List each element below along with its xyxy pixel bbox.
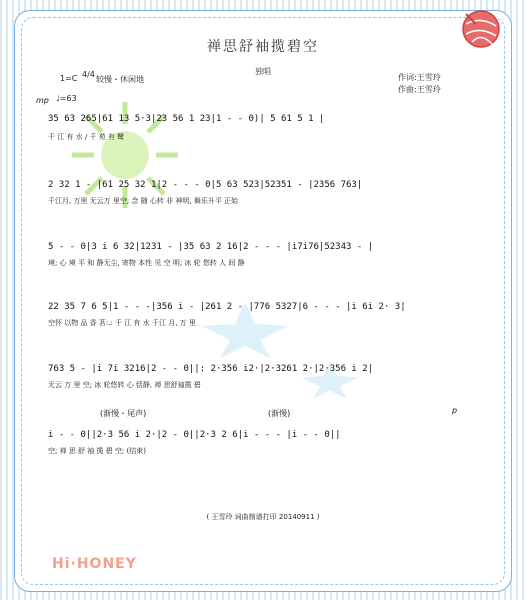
notation-line: 5 - - 0|3 i 6 32|1231 - |35 63 2 16|2 - - - |i7i76|52343 - | — [48, 242, 374, 252]
brand-logo: Hi·HONEY — [52, 556, 137, 572]
lyric-line: 无云 万 里 空; 冰 轮悠转 心 恬静, 禅 思舒袖揽 碧 — [48, 381, 201, 389]
composer-credit: 作曲:王雪玲 — [398, 85, 441, 94]
lyric-line: 千江月, 万里 无云万 里空; 念 随 心转 非 神明, 舞乐升平 正始 — [48, 197, 239, 205]
score-line — [48, 296, 488, 346]
notation-line: 2 32 1 - |61 25 32 1|2 - - - 0|5 63 523|52351 - |2356 763| — [48, 180, 363, 190]
tempo-direction: (渐慢・尾声) — [100, 409, 147, 418]
key-signature: 1=C — [60, 74, 78, 83]
footer-credit: ( 王雪玲 词曲制谱打印 20140911 ) — [206, 513, 320, 521]
lyricist-credit: 作词:王雪玲 — [398, 73, 441, 82]
score-line — [48, 358, 488, 408]
notation-line: i - - 0||2·3 56 i 2·|2 - 0||2·3 2 6|i - - - |i - - 0|| — [48, 430, 341, 440]
lyric-line: 境; 心 境 平 和 静无尘, 寄物 本性 见 空 明; 冰 轮 悠转 人 间 静 — [48, 259, 245, 267]
notation-line: 35 63 265|61 13 5·3|23 56 1 23|1 - - 0)| 5 61 5 1 | — [48, 114, 325, 124]
tempo-text: 较慢・休闲地 — [96, 75, 144, 84]
subtitle: 独唱 — [255, 67, 271, 76]
score-line — [48, 174, 488, 224]
lyric-line: 空; 禅 思 舒 袖 揽 碧 空; (结束) — [48, 447, 146, 455]
score-line — [48, 236, 488, 286]
score-line — [48, 108, 488, 158]
dynamic-mark: mp — [36, 96, 49, 105]
notation-line: 763 5 - |i 7i 3216|2 - - 0||: 2·356 i2·|2·3261 2·|2·356 i 2| — [48, 364, 374, 374]
song-title: 禅思舒袖揽碧空 — [207, 39, 319, 55]
notation-line: 22 35 7 6 5|1 - - -|356 i - |261 2 - |776 5327|6 - - - |i 6i 2· 3| — [48, 302, 406, 312]
tempo-mark: ♩=63 — [56, 94, 77, 103]
tempo-direction: (渐慢) — [268, 409, 291, 418]
time-signature: 4/4 — [82, 70, 95, 79]
lyric-line: 千 江 有 水 / 千 苑 有 鹭 — [48, 133, 125, 141]
dynamic-mark: p — [452, 406, 458, 415]
lyric-line: 空怀 以物 品 香 茗:.: 千 江 有 水 千江 月, 万 里 — [48, 319, 196, 327]
score-line — [48, 424, 488, 474]
